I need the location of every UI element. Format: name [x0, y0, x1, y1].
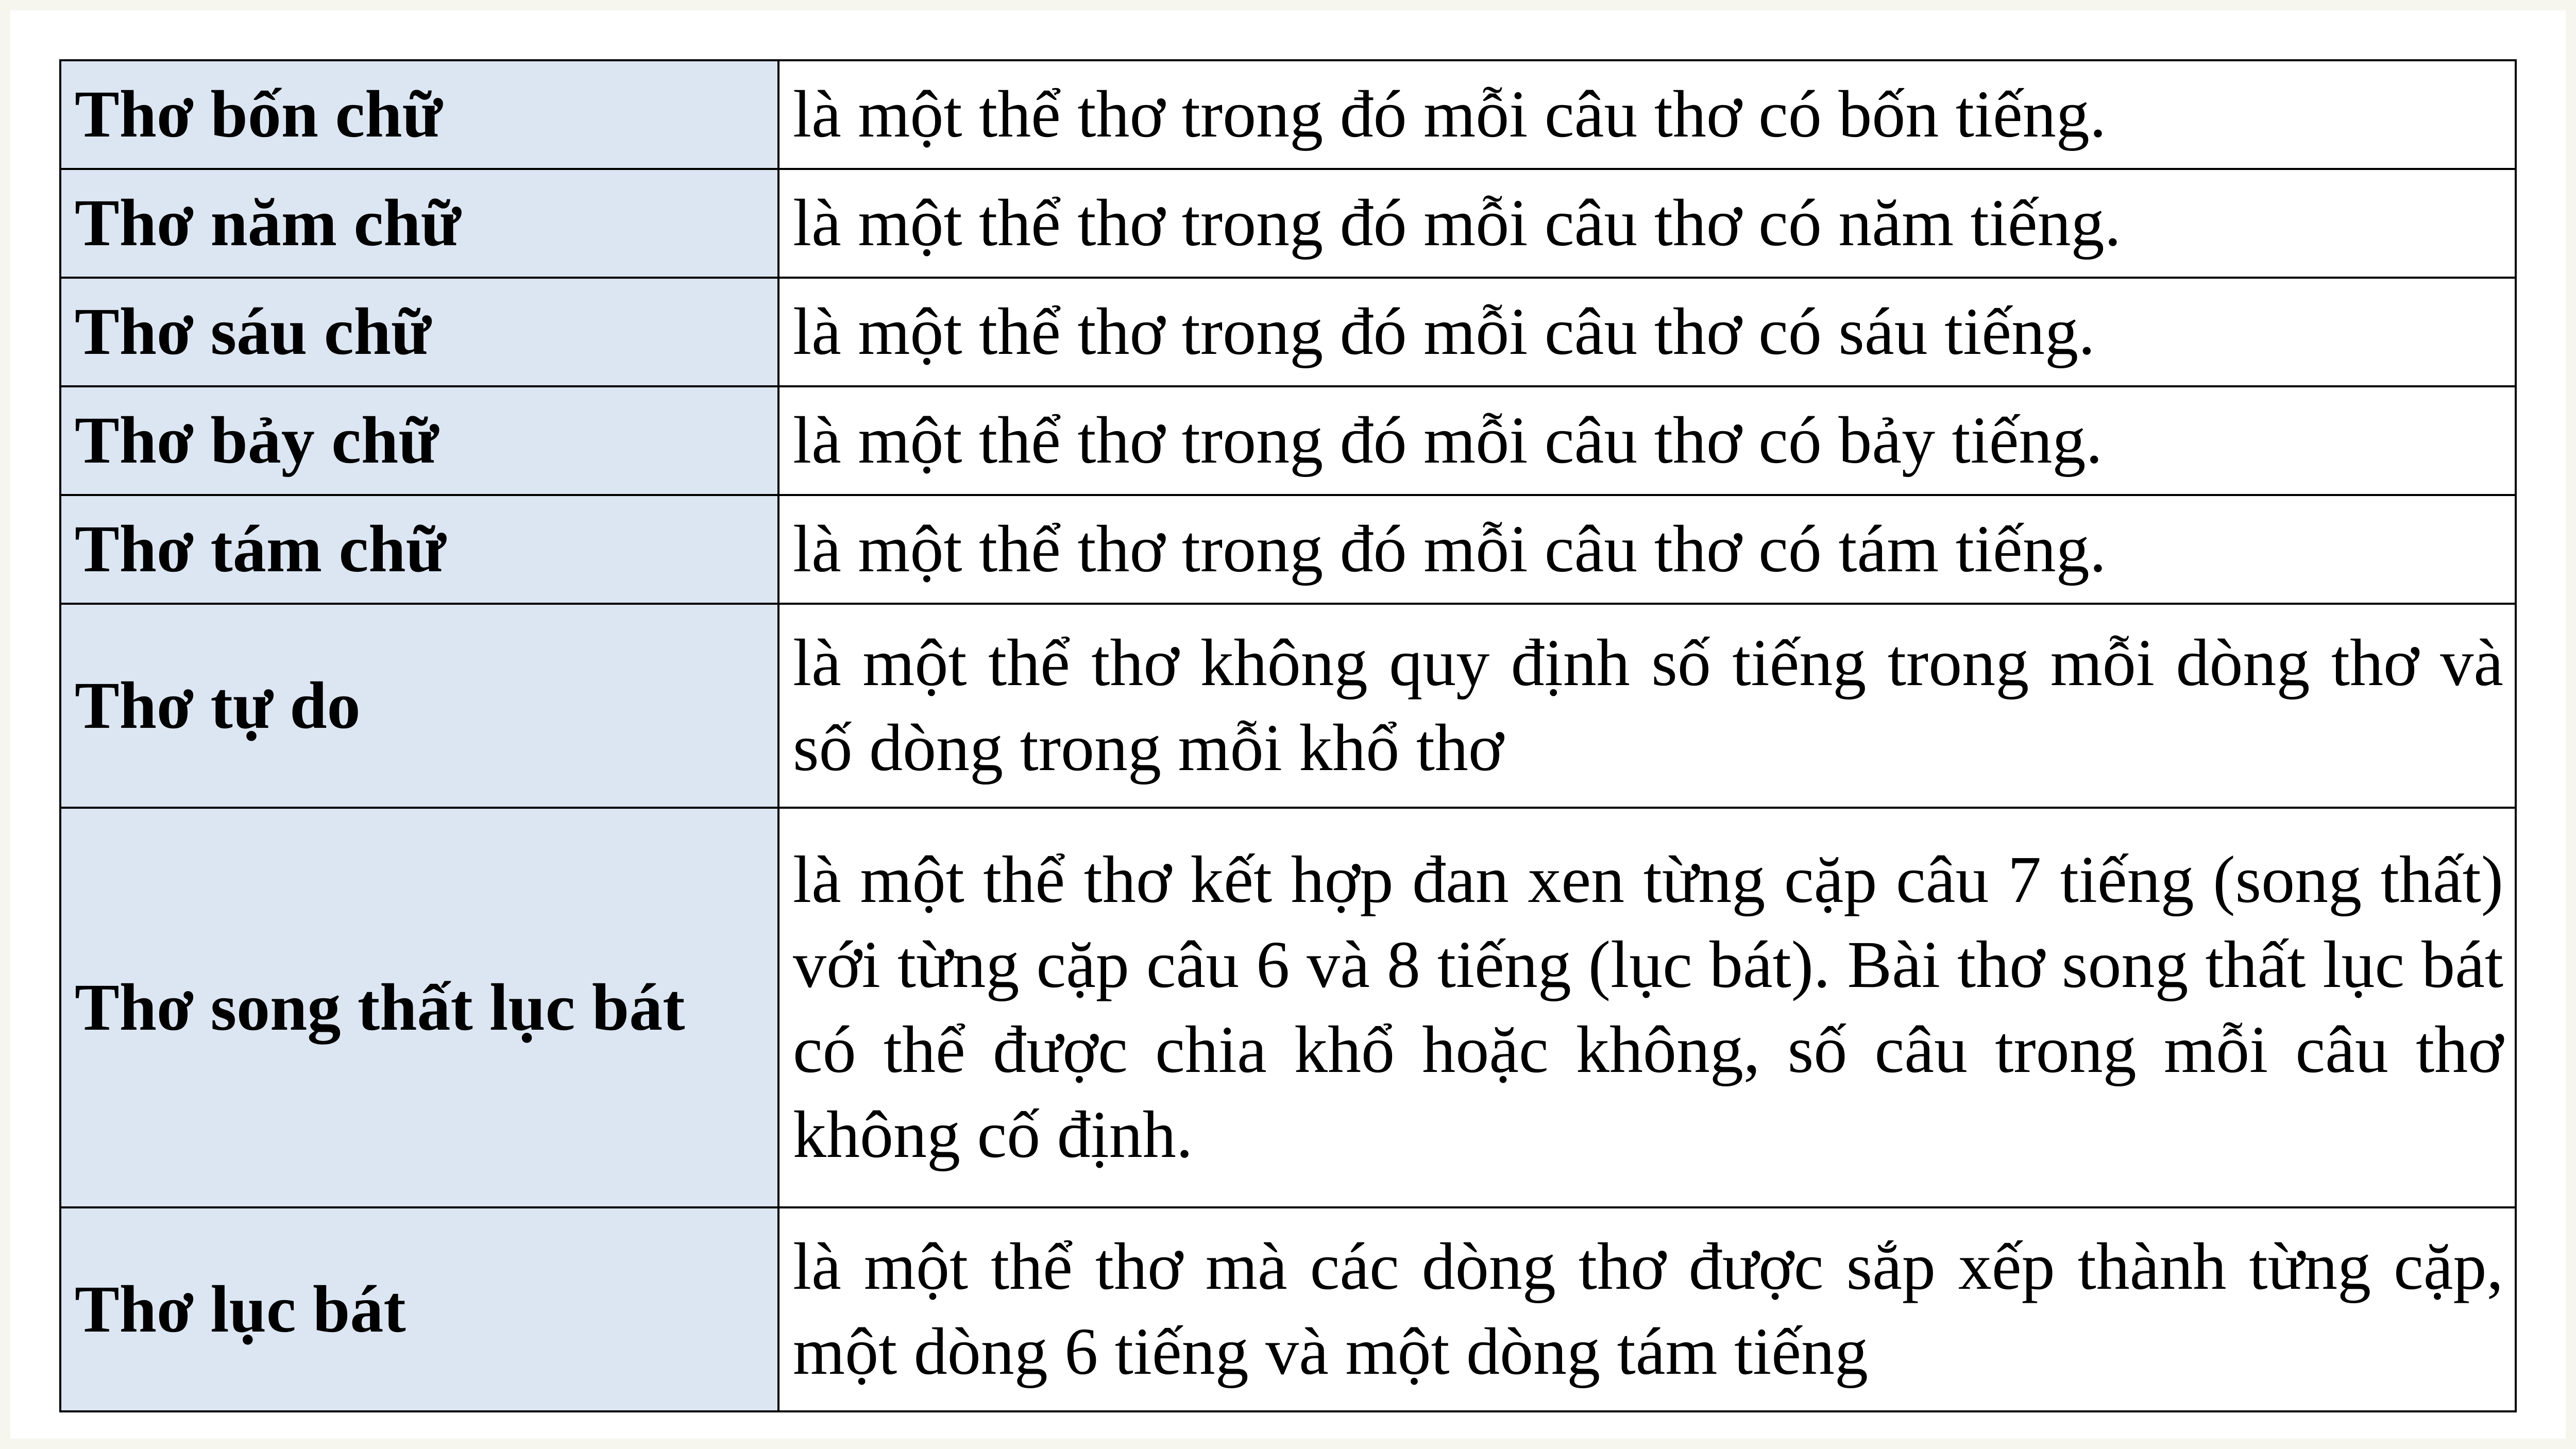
definition-cell: là một thể thơ trong đó mỗi câu thơ có sáu tiếng.: [778, 278, 2516, 386]
table-row: [60, 386, 2516, 495]
table-row: [60, 495, 2516, 604]
table-row: [60, 169, 2516, 278]
table-row: [60, 1207, 2516, 1411]
term-cell: Thơ sáu chữ: [60, 278, 778, 386]
term-cell: Thơ bảy chữ: [60, 386, 778, 495]
definition-cell: là một thể thơ mà các dòng thơ được sắp xếp thành từng cặp, một dòng 6 tiếng và một dòng tám tiếng: [778, 1207, 2516, 1411]
term-cell: Thơ tự do: [60, 604, 778, 808]
term-cell: Thơ bốn chữ: [60, 60, 778, 169]
term-cell: Thơ lục bát: [60, 1207, 778, 1411]
definition-cell: là một thể thơ trong đó mỗi câu thơ có tám tiếng.: [778, 495, 2516, 604]
definition-cell: là một thể thơ trong đó mỗi câu thơ có bảy tiếng.: [778, 386, 2516, 495]
term-cell: Thơ song thất lục bát: [60, 808, 778, 1207]
table-row: [60, 60, 2516, 169]
table-row: [60, 808, 2516, 1207]
definition-cell: là một thể thơ trong đó mỗi câu thơ có năm tiếng.: [778, 169, 2516, 278]
term-cell: Thơ năm chữ: [60, 169, 778, 278]
table-row: [60, 604, 2516, 808]
poetry-forms-table: [59, 59, 2517, 1412]
term-cell: Thơ tám chữ: [60, 495, 778, 604]
definition-cell: là một thể thơ không quy định số tiếng trong mỗi dòng thơ và số dòng trong mỗi khổ thơ: [778, 604, 2516, 808]
definition-cell: là một thể thơ kết hợp đan xen từng cặp câu 7 tiếng (song thất) với từng cặp câu 6 và 8 tiếng (lục bát). Bài thơ song thất lục bát có thể được chia khổ hoặc không, số câu trong mỗi câu thơ không cố định.: [778, 808, 2516, 1207]
table-row: [60, 278, 2516, 386]
definition-cell: là một thể thơ trong đó mỗi câu thơ có bốn tiếng.: [778, 60, 2516, 169]
